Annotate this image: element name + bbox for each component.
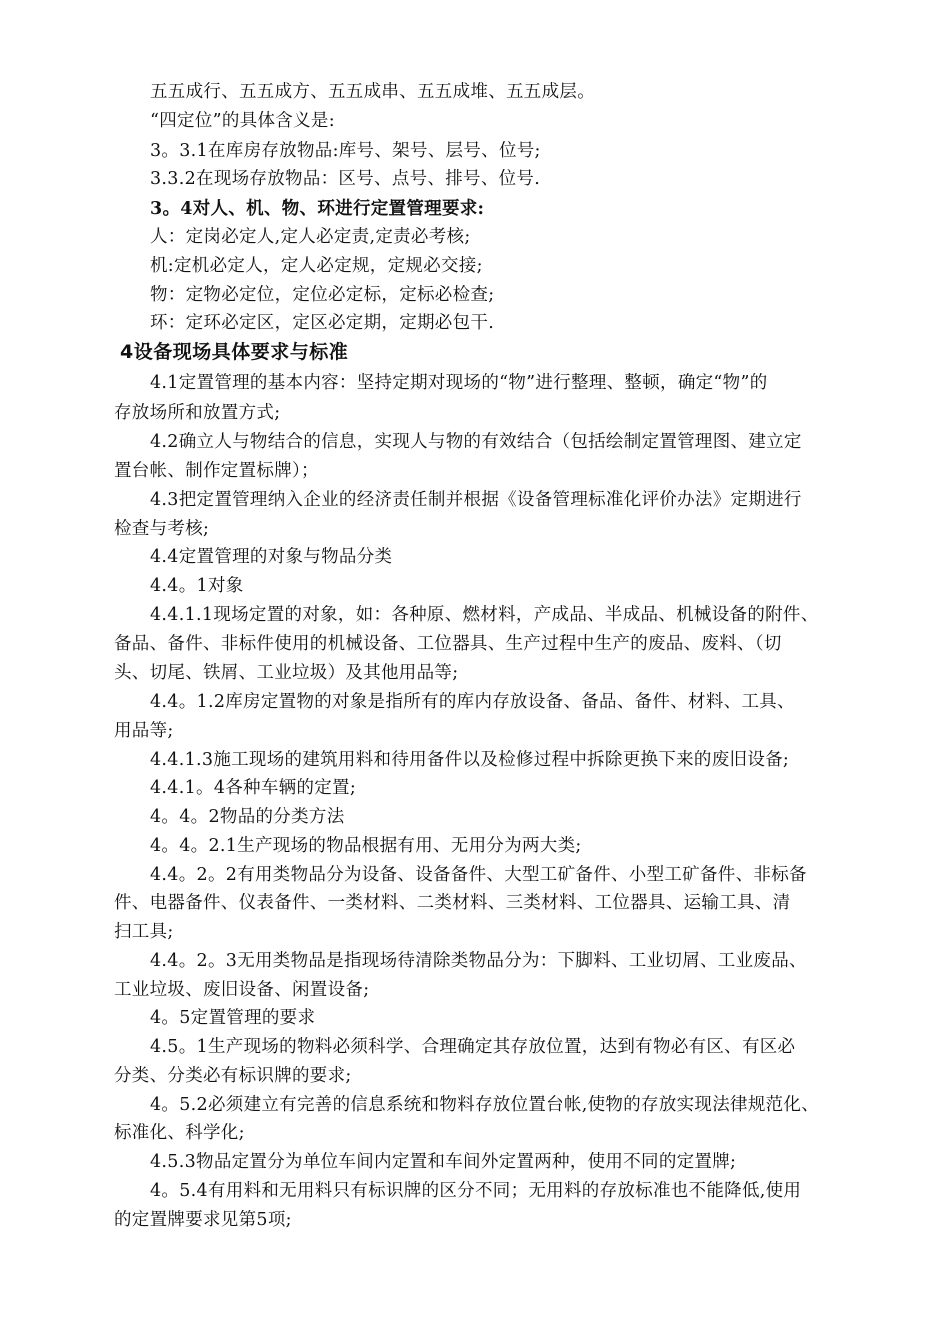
text-line: 扫工具; — [114, 922, 174, 942]
text-line: 4.4。1.2库房定置物的对象是指所有的库内存放设备、备品、备件、材料、工具、 — [150, 692, 795, 712]
text-line: 五五成行、五五成方、五五成串、五五成堆、五五成层。 — [150, 82, 595, 102]
text-line: 4.1定置管理的基本内容：坚持定期对现场的“物”进行整理、整顿，确定“物”的 — [150, 373, 768, 393]
text-line: 环：定环必定区，定区必定期，定期必包干. — [150, 313, 495, 333]
text-line: 4.4。2。3无用类物品是指现场待清除类物品分为：下脚料、工业切屑、工业废品、 — [150, 951, 807, 971]
text-line: 4.4定置管理的对象与物品分类 — [150, 547, 393, 567]
text-line: 4.5。1生产现场的物料必须科学、合理确定其存放位置，达到有物必有区、有区必 — [150, 1037, 796, 1057]
text-line: 分类、分类必有标识牌的要求; — [114, 1066, 352, 1086]
text-line: 4.4。2。2有用类物品分为设备、设备备件、大型工矿备件、小型工矿备件、非标备 — [150, 865, 807, 885]
text-line: 4。5.2必须建立有完善的信息系统和物料存放位置台帐,使物的存放实现法律规范化、 — [150, 1095, 820, 1115]
text-line: 人：定岗必定人,定人必定责,定责必考核; — [150, 227, 471, 247]
text-line: 4.3把定置管理纳入企业的经济责任制并根据《设备管理标准化评价办法》定期进行 — [150, 490, 802, 510]
text-line: 4。4。2.1生产现场的物品根据有用、无用分为两大类; — [150, 836, 582, 856]
text-line: 4.4.1.3施工现场的建筑用料和待用备件以及检修过程中拆除更换下来的废旧设备; — [150, 750, 790, 770]
text-line: 4。4。2物品的分类方法 — [150, 807, 345, 827]
text-line: 存放场所和放置方式; — [114, 403, 281, 423]
text-line: 工业垃圾、废旧设备、闲置设备; — [114, 980, 370, 1000]
text-line: 机:定机必定人，定人必定规，定规必交接; — [150, 256, 483, 276]
text-line: “四定位”的具体含义是: — [150, 111, 335, 131]
text-line: 置台帐、制作定置标牌）； — [114, 461, 319, 481]
text-line: 4.2确立人与物结合的信息，实现人与物的有效结合（包括绘制定置管理图、建立定 — [150, 432, 802, 452]
text-line: 件、电器备件、仪表备件、一类材料、二类材料、三类材料、工位器具、运输工具、清 — [114, 893, 791, 913]
text-line: 用品等; — [114, 721, 174, 741]
text-line: 4。5定置管理的要求 — [150, 1008, 316, 1028]
text-line: 标准化、科学化; — [114, 1123, 245, 1143]
text-line: 检查与考核; — [114, 519, 210, 539]
text-line: 4。5.4有用料和无用料只有标识牌的区分不同；无用料的存放标准也不能降低,使用 — [150, 1181, 802, 1201]
text-line: 的定置牌要求见第5项; — [114, 1210, 292, 1230]
text-line: 4.4.1.1现场定置的对象，如：各种原、燃材料，产成品、半成品、机械设备的附件、 — [150, 605, 819, 625]
text-line: 4.4。1对象 — [150, 576, 244, 596]
subsection-heading: 3。4对人、机、物、环进行定置管理要求: — [150, 199, 485, 219]
text-line: 头、切尾、铁屑、工业垃圾）及其他用品等; — [114, 663, 459, 683]
text-line: 3。3.1在库房存放物品:库号、架号、层号、位号; — [150, 141, 541, 161]
text-line: 物：定物必定位，定位必定标，定标必检查; — [150, 285, 495, 305]
section-heading: 4设备现场具体要求与标准 — [120, 341, 349, 363]
text-line: 3.3.2在现场存放物品：区号、点号、排号、位号. — [150, 169, 541, 189]
text-line: 4.4.1。4各种车辆的定置; — [150, 778, 357, 798]
text-line: 备品、备件、非标件使用的机械设备、工位器具、生产过程中生产的废品、废料、（切 — [114, 634, 782, 654]
text-line: 4.5.3物品定置分为单位车间内定置和车间外定置两种，使用不同的定置牌; — [150, 1152, 737, 1172]
